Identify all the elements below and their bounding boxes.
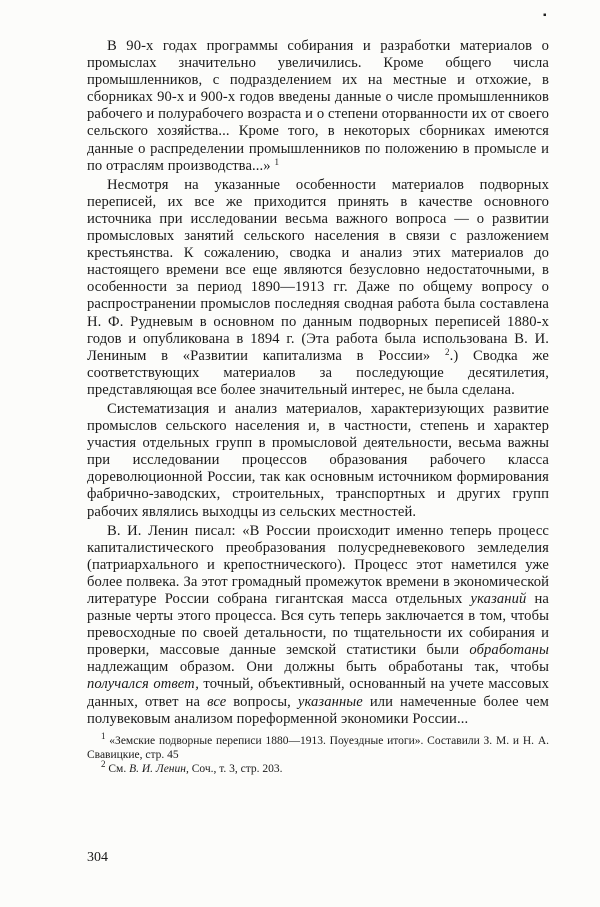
text-run: вопросы, (226, 693, 298, 710)
footnotes (87, 730, 549, 776)
emphasis-text: указаний (470, 591, 527, 607)
text-run: надлежащим образом. Они должны быть обработаны так, чтобы (87, 659, 549, 676)
footnote-marker: 2 (445, 346, 450, 357)
text-run: «Земские подворные переписи 1880—1913. Поуездные итоги». Составили З. М. и Н. А. Свавицкие, стр. 45 (87, 734, 549, 761)
text-run: .) Сводка же соответствующих материалов за последующие десятилетия, представляющая все более значительный интерес, не была сделана. (87, 347, 549, 398)
footnote-marker: 1 (274, 156, 280, 167)
text-run: Соч., т. 3, стр. 203. (188, 762, 283, 775)
footnote (87, 730, 549, 762)
emphasis-text: все (207, 693, 227, 710)
text-run: В. И. Ленин писал: «В России происходит именно теперь процесс капиталистического преобразования полусредневекового земледелия (патриархального и крепостнического). Процесс этот наметился уже более полвека. За этот громадный промежуток времени в экономической литературе России собрана гигантская масса отдельных (87, 522, 549, 607)
text-run: В 90-х годах программы собирания и разработки материалов о промыслах значительно увеличились. Кроме общего числа промышленников, с подразделением их на местные и отхожие, в сборниках 90-х и 900-х годов введены данные о числе промышленников рабочего и полурабочего возраста и о степени оторванности их от своего сельского хозяйства... Кроме того, в некоторых сборниках имеются данные о распределении промышленников по положению в промысле и по отраслям производства...» (87, 38, 549, 174)
speck-mark: ▪ (543, 10, 547, 21)
footnote-marker: 1 (101, 730, 106, 741)
text-run: или намеченные более чем полувековым анализом пореформенной экономики России... (87, 693, 549, 727)
paragraph (87, 523, 549, 728)
paragraph (87, 401, 549, 521)
footnote (87, 758, 549, 776)
text-run: Несмотря на указанные особенности материалов подворных переписей, их все же приходится принять в качестве основного источника при исследовании весьма важного вопроса — о развитии промысловых занятий сельского населения в связи с разложением крестьянства. К сожалению, сводка и анализ этих материалов до настоящего времени все еще являются безусловно недостаточными, в особенности за период 1890—1913 гг. Даже по общему вопросу о распространении промыслов последняя сводная работа была составлена Н. Ф. Рудневым в основном по данным подворных переписей 1880-х годов и опубликована в 1894 г. (Эта работа была использована В. И. Лениным в «Развитии капитализма в России» (87, 176, 549, 364)
page-number: 304 (87, 850, 108, 865)
emphasis-text: В. И. Ленин, (129, 762, 189, 775)
text-run: Систематизация и анализ материалов, характеризующих развитие промыслов сельского населения и, в частности, степень и характер участия отдельных групп в промысловой деятельности, весьма важны при исследовании процессов образования рабочего класса дореволюционной России, так как основным источником формирования фабрично-заводских, строительных, транспортных и других групп рабочих являлись выходцы из сельских местностей. (87, 400, 549, 520)
text-run: См. (105, 762, 130, 775)
emphasis-text: указанные (297, 693, 363, 710)
main-text (87, 38, 549, 728)
emphasis-text: обработаны (469, 642, 549, 659)
footnote-marker: 2 (101, 758, 106, 769)
paragraph (87, 38, 549, 175)
paragraph (87, 177, 549, 399)
emphasis-text: получался ответ, (87, 676, 199, 693)
text-run: точный, объективный, основанный на учете массовых данных, ответ на (87, 676, 549, 710)
page-body (87, 38, 549, 776)
text-run: на разные черты этого процесса. Вся суть теперь заключается в том, чтобы превосходные по своей детальности, по тщательности их собирания и проверки, массовые данные земской статистики были (87, 591, 549, 659)
